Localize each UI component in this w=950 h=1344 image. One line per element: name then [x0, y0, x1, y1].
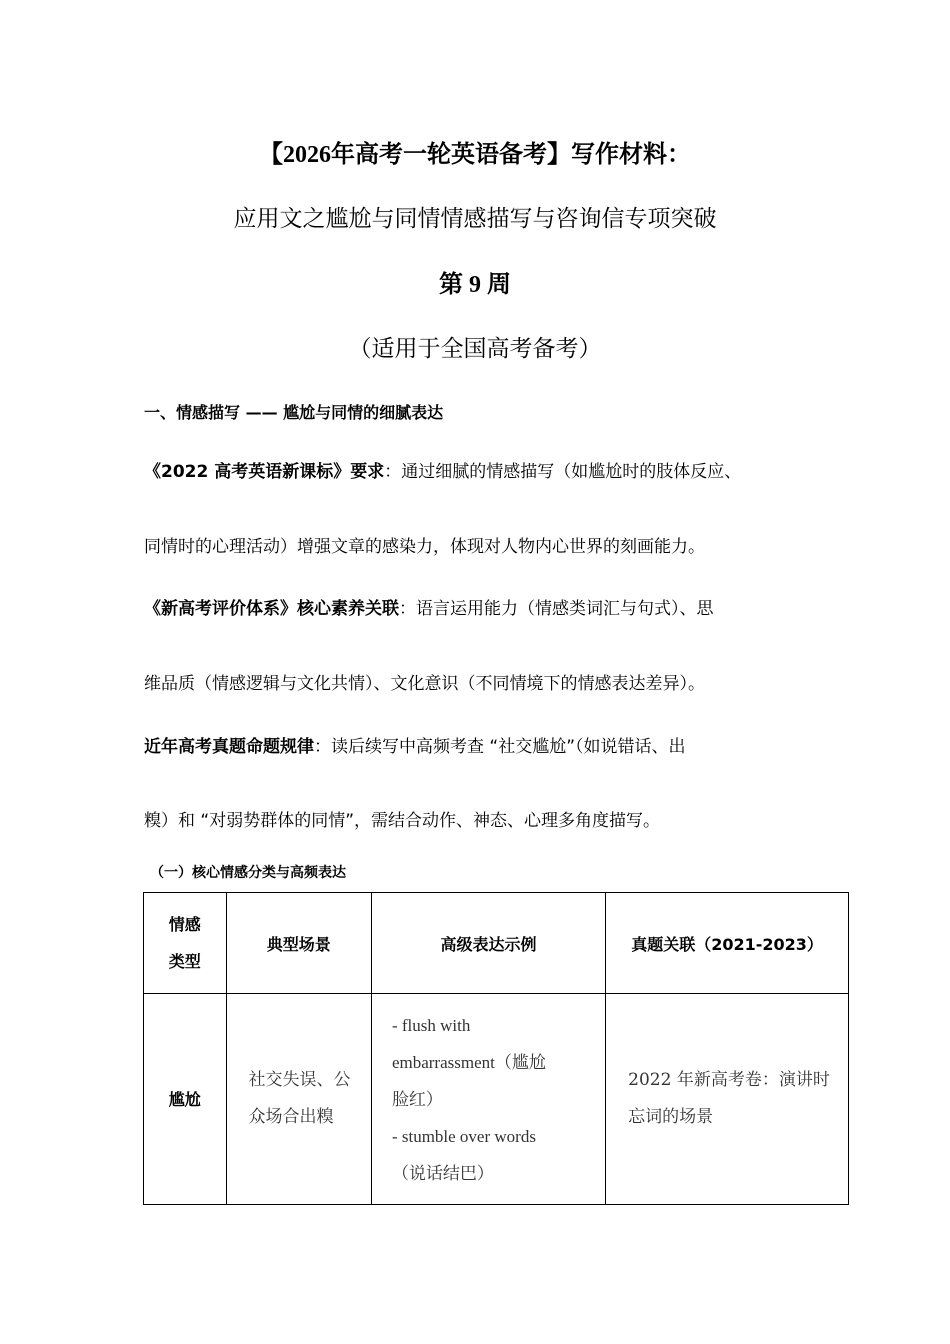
paragraph-pattern-line1 — [144, 737, 824, 757]
paragraph-curriculum-line2: 同情时的心理活动）增强文章的感染力，体现对人物内心世界的刻画能力。 — [144, 537, 705, 557]
paragraph-pattern-label: 近年高考真题命题规律 — [144, 737, 314, 757]
expr-line: （说话结巴） — [391, 1163, 494, 1183]
doc-scope: （适用于全国高考备考） — [348, 336, 602, 362]
paragraph-evaluation-line2: 维品质（情感逻辑与文化共情）、文化意识（不同情境下的情感表达差异）。 — [144, 674, 705, 694]
doc-week: 第 9 周 — [439, 272, 511, 298]
cell-real-exam: 2022 年新高考卷：演讲时忘词的场景 — [606, 994, 849, 1205]
header-expression: 高级表达示例 — [371, 893, 605, 994]
table-row — [144, 994, 849, 1205]
cell-expression — [371, 994, 605, 1205]
header-scene: 典型场景 — [226, 893, 371, 994]
paragraph-curriculum-label: 《2022 高考英语新课标》要求 — [144, 462, 385, 482]
subsection-heading: （一）核心情感分类与高频表达 — [150, 865, 346, 881]
table-header-row — [144, 893, 849, 994]
header-real-exam: 真题关联（2021-2023） — [606, 893, 849, 994]
header-emotion-type — [144, 893, 227, 994]
paragraph-evaluation-line1 — [144, 599, 824, 619]
paragraph-curriculum-line1 — [144, 462, 824, 482]
header-emotion-type-line2: 类型 — [168, 952, 201, 971]
paragraph-pattern-text1: ：读后续写中高频考查 “社交尴尬”（如说错话、出 — [314, 737, 686, 757]
expr-line: embarrassment（尴尬 — [391, 1052, 546, 1072]
expr-line: - flush with — [391, 1015, 471, 1035]
paragraph-curriculum-text1: ：通过细腻的情感描写（如尴尬时的肢体反应、 — [384, 462, 742, 482]
doc-title-line2: 应用文之尴尬与同情情感描写与咨询信专项突破 — [233, 206, 717, 232]
section-heading: 一、情感描写 —— 尴尬与同情的细腻表达 — [144, 403, 444, 422]
doc-title-line1: 【2026年高考一轮英语备考】写作材料： — [259, 142, 691, 168]
expr-line: - stumble over words — [391, 1126, 536, 1146]
paragraph-evaluation-text1: ：语言运用能力（情感类词汇与句式）、思 — [399, 599, 714, 619]
paragraph-pattern-line2: 糗）和 “对弱势群体的同情”，需结合动作、神态、心理多角度描写。 — [144, 811, 661, 831]
cell-emotion: 尴尬 — [144, 994, 227, 1205]
header-emotion-type-line1: 情感 — [168, 915, 201, 934]
cell-scene: 社交失误、公众场合出糗 — [226, 994, 371, 1205]
emotion-table — [143, 892, 849, 1205]
expr-line: 脸红） — [391, 1089, 443, 1109]
paragraph-evaluation-label: 《新高考评价体系》核心素养关联 — [144, 599, 399, 619]
